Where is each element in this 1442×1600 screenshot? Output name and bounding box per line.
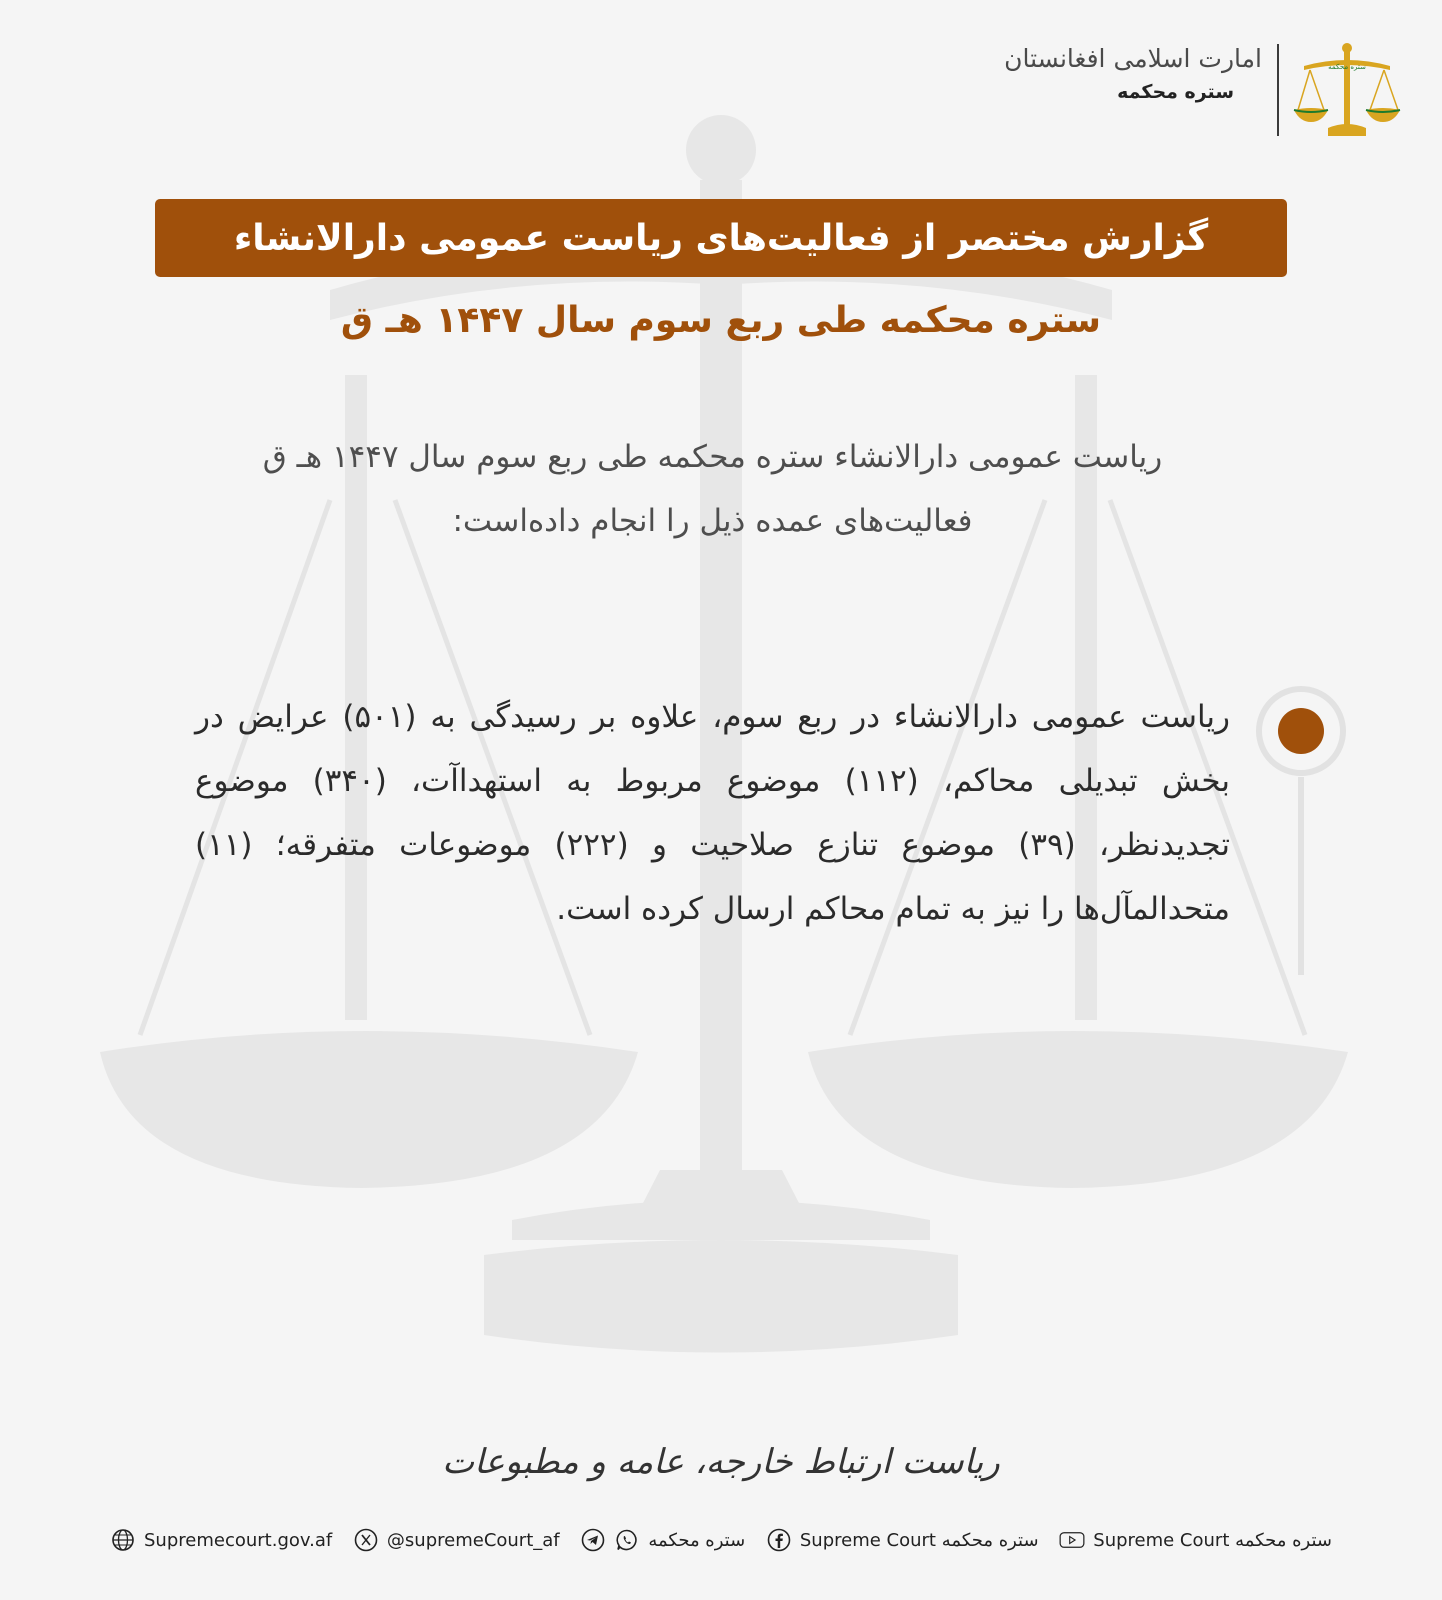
logo-emirate-name: امارت اسلامی افغانستان: [1004, 44, 1262, 73]
scale-logo-icon: [1292, 40, 1402, 140]
page-title: گزارش مختصر از فعالیت‌های ریاست عمومی دارالانشاء: [233, 217, 1209, 259]
header-logo: [1004, 40, 1402, 140]
footer-facebook-label: Supreme Court ستره محکمه: [799, 1529, 1039, 1551]
footer-messaging-link[interactable]: [580, 1527, 745, 1553]
footer-facebook-link[interactable]: [766, 1527, 1039, 1553]
scale-logo-label: ستره محکمه: [1328, 63, 1366, 71]
logo-divider: [1277, 44, 1279, 136]
footer-x-link[interactable]: [353, 1527, 560, 1553]
logo-text: [1004, 44, 1262, 103]
page-subtitle: ستره محکمه طی ربع سوم سال ۱۴۴۷ هـ ق: [340, 300, 1102, 341]
footer-messaging-label: ستره محکمه: [648, 1529, 746, 1551]
facebook-icon: [766, 1527, 792, 1553]
footer-department-name: ریاست ارتباط خارجه، عامه و مطبوعات: [442, 1442, 1000, 1482]
globe-icon: [110, 1527, 136, 1553]
report-body: ریاست عمومی دارالانشاء در ربع سوم، علاوه بر رسیدگی به (۵۰۱) عرایض در بخش تبدیلی محاکم، (۱۱۲) موضوع مربوط به استهداآت، (۳۴۰) موضوع تجدیدنظر، (۳۹) موضوع تنازع صلاحیت و (۲۲۲) موضوعات متفرقه؛ (۱۱) متحدالمآل‌ها را نیز به تمام محاکم ارسال کرده است.: [195, 699, 1231, 927]
telegram-icon: [580, 1527, 606, 1553]
footer-x-label: @supremeCourt_af: [386, 1529, 560, 1551]
title-bar: [155, 199, 1287, 277]
footer-website-link[interactable]: [110, 1527, 332, 1553]
youtube-icon: [1059, 1527, 1085, 1553]
x-icon: [353, 1527, 379, 1553]
logo-court-name: ستره محکمه: [1117, 81, 1234, 103]
bullet-marker-icon: [1255, 685, 1347, 985]
whatsapp-icon: [614, 1527, 640, 1553]
footer-website-label: Supremecourt.gov.af: [144, 1529, 333, 1551]
footer-links: [110, 1520, 1332, 1560]
footer-youtube-link[interactable]: [1059, 1527, 1332, 1553]
intro-paragraph: ریاست عمومی دارالانشاء ستره محکمه طی ربع سوم سال ۱۴۴۷ هـ ق فعالیت‌های عمده ذیل را انجام داده‌است:: [262, 439, 1163, 539]
footer-youtube-label: Supreme Court ستره محکمه: [1093, 1529, 1332, 1551]
